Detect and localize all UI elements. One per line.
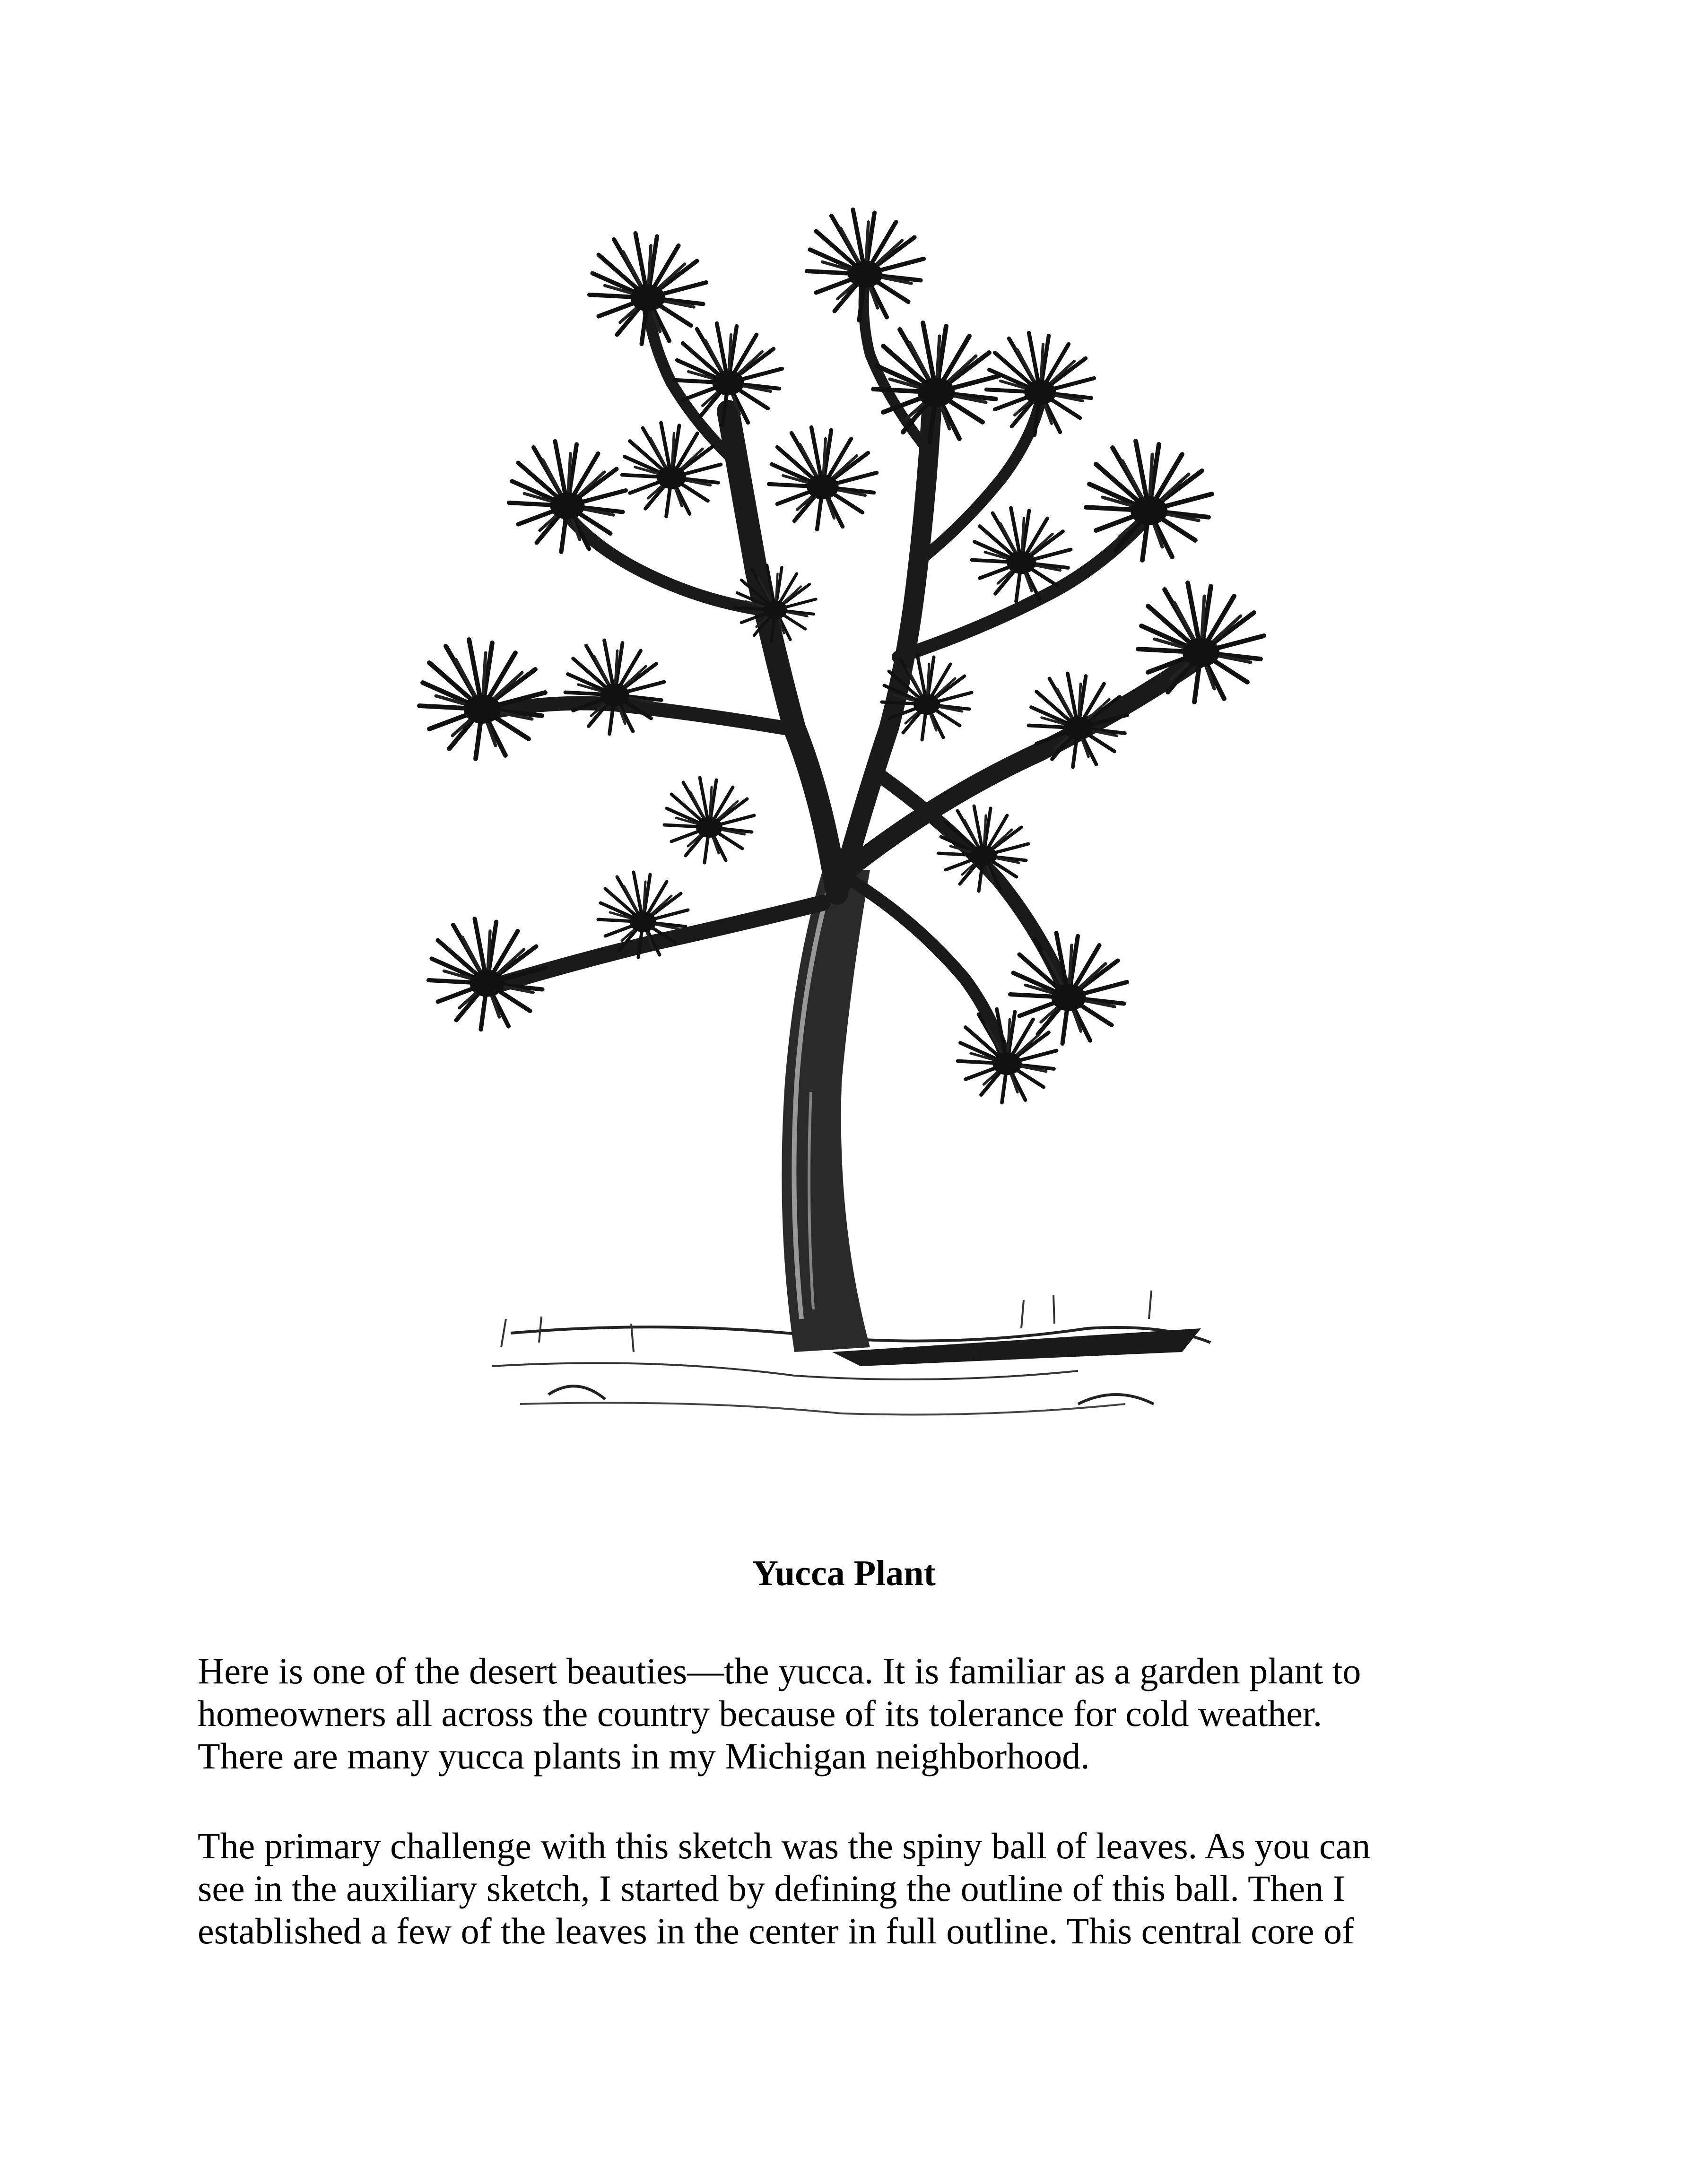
paragraph-2 xyxy=(198,1825,1503,1952)
tree-sketch-icon xyxy=(369,184,1296,1470)
text-line: homeowners all across the country because of its tolerance for cold weather. xyxy=(198,1693,1323,1734)
text-line: see in the auxiliary sketch, I started by defining the outline of this ball. Then I xyxy=(198,1868,1345,1909)
text-line: Here is one of the desert beauties—the yucca. It is familiar as a garden plant to xyxy=(198,1650,1361,1691)
trunk xyxy=(782,870,870,1352)
text-line: The primary challenge with this sketch was the spiny ball of leaves. As you can xyxy=(198,1825,1371,1866)
text-line: established a few of the leaves in the center in full outline. This central core of xyxy=(198,1910,1354,1951)
yucca-tree-illustration xyxy=(369,184,1296,1470)
figure-title: Yucca Plant xyxy=(752,1553,936,1593)
paragraph-1 xyxy=(198,1650,1503,1777)
text-line: There are many yucca plants in my Michigan neighborhood. xyxy=(198,1735,1090,1777)
